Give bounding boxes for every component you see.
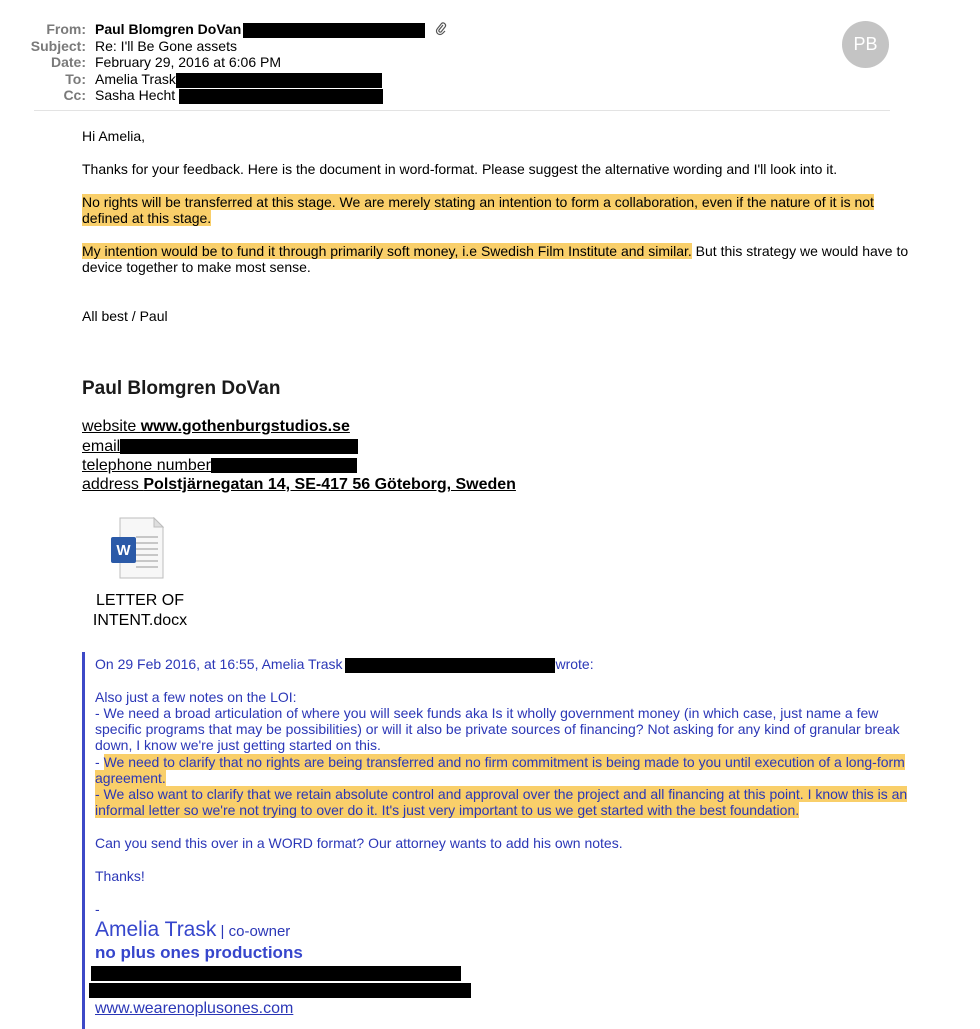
website-label: website <box>82 418 141 435</box>
highlighted-text: agreement. <box>95 770 166 786</box>
quote-intro-end: wrote: <box>555 656 594 672</box>
cc-value[interactable] <box>95 87 383 104</box>
highlighted-text: - We also want to clarify that we retain absolute control and approval over the project and all financing at this point. I know this is an <box>95 786 908 802</box>
word-document-icon[interactable] <box>110 517 164 579</box>
quote-line: Thanks! <box>95 868 145 884</box>
paragraph-2-line-2 <box>82 210 211 226</box>
signature-address[interactable] <box>82 476 516 494</box>
quote-line: Also just a few notes on the LOI: <box>95 689 297 705</box>
phone-label: telephone number <box>82 457 211 474</box>
paragraph-3-line-2: device together to make most sense. <box>82 259 311 275</box>
plain-text: But this strategy we would have to <box>691 243 909 259</box>
quoted-website-link[interactable]: www.wearenoplusones.com <box>95 1000 294 1017</box>
redacted-address-line <box>89 983 471 998</box>
to-name: Amelia Trask <box>95 71 176 87</box>
quote-line: down, I know we're just getting started on this. <box>95 737 381 753</box>
signature-email[interactable] <box>82 438 358 456</box>
cc-name: Sasha Hecht <box>95 87 176 103</box>
redacted-phone <box>211 458 357 473</box>
attachment-clip-icon <box>435 22 447 39</box>
quote-dash: - <box>95 754 104 770</box>
header-divider <box>34 110 890 111</box>
quoted-name: Amelia Trask <box>95 918 217 941</box>
redacted-email <box>243 23 425 38</box>
subject-label: Subject: <box>30 38 86 54</box>
highlighted-text: defined at this stage. <box>82 210 212 226</box>
sender-avatar: PB <box>842 21 889 68</box>
to-label: To: <box>65 71 86 87</box>
quote-intro-text: On 29 Feb 2016, at 16:55, Amelia Trask <box>95 656 343 672</box>
quote-dash-line: - <box>95 901 100 917</box>
quote-line <box>95 754 905 770</box>
sign-off: All best / Paul <box>82 308 168 324</box>
quote-line <box>95 802 799 818</box>
paragraph-2-line-1 <box>82 194 874 210</box>
cc-label: Cc: <box>63 87 86 103</box>
redacted-email <box>120 439 358 454</box>
date-value: February 29, 2016 at 6:06 PM <box>95 54 281 70</box>
redacted-contact-line <box>91 966 461 981</box>
to-value[interactable] <box>95 71 382 88</box>
from-name: Paul Blomgren DoVan <box>95 21 242 37</box>
redacted-email <box>179 89 383 104</box>
quote-line: specific programs that may be possibilities) or will it also be private sources of financing? Not asking for any kind of granular break <box>95 721 900 737</box>
greeting: Hi Amelia, <box>82 128 146 144</box>
address-value[interactable]: Polstjärnegatan 14, SE-417 56 Göteborg, Sweden <box>143 476 516 493</box>
filename-line-2: INTENT.docx <box>92 612 188 629</box>
highlighted-text: My intention would be to fund it through primarily soft money, i.e Swedish Film Institute and similar. <box>82 243 692 259</box>
signature-website[interactable] <box>82 418 350 436</box>
quoted-role: | co-owner <box>216 923 291 940</box>
attachment-filename[interactable] <box>80 591 200 631</box>
redacted-email <box>345 658 555 673</box>
filename-line-1: LETTER OF <box>95 592 184 609</box>
address-label: address <box>82 476 144 493</box>
signature-phone <box>82 457 357 475</box>
redacted-email <box>176 73 382 88</box>
website-link[interactable]: www.gothenburgstudios.se <box>140 418 350 435</box>
from-label: From: <box>46 21 86 37</box>
paragraph-3-line-1 <box>82 243 908 259</box>
quote-line: - We need a broad articulation of where you will seek funds aka Is it wholly government money (in which case, just name a few <box>95 705 879 721</box>
signature-name: Paul Blomgren DoVan <box>82 378 281 399</box>
word-icon-letter: W <box>116 542 131 559</box>
subject-value: Re: I'll Be Gone assets <box>95 38 237 54</box>
quote-bar <box>82 652 85 1029</box>
from-value[interactable] <box>95 21 447 39</box>
paragraph-1: Thanks for your feedback. Here is the document in word-format. Please suggest the alternative wording and I'll look into it. <box>82 161 838 177</box>
quoted-company: no plus ones productions <box>95 943 303 962</box>
quoted-signature-name <box>95 918 290 942</box>
quote-intro <box>95 656 594 673</box>
email-label: email <box>82 438 121 455</box>
quote-line: Can you send this over in a WORD format? Our attorney wants to add his own notes. <box>95 835 623 851</box>
highlighted-text: We need to clarify that no rights are being transferred and no firm commitment is being made to you until execution of a long-form <box>103 754 905 770</box>
date-label: Date: <box>50 54 86 70</box>
quote-line <box>95 786 907 802</box>
highlighted-text: informal letter so we're not trying to over do it. It's just very important to us we get started with the best foundation. <box>95 802 800 818</box>
quote-line <box>95 770 166 786</box>
highlighted-text: No rights will be transferred at this stage. We are merely stating an intention to form a collaboration, even if the nature of it is not <box>82 194 874 210</box>
